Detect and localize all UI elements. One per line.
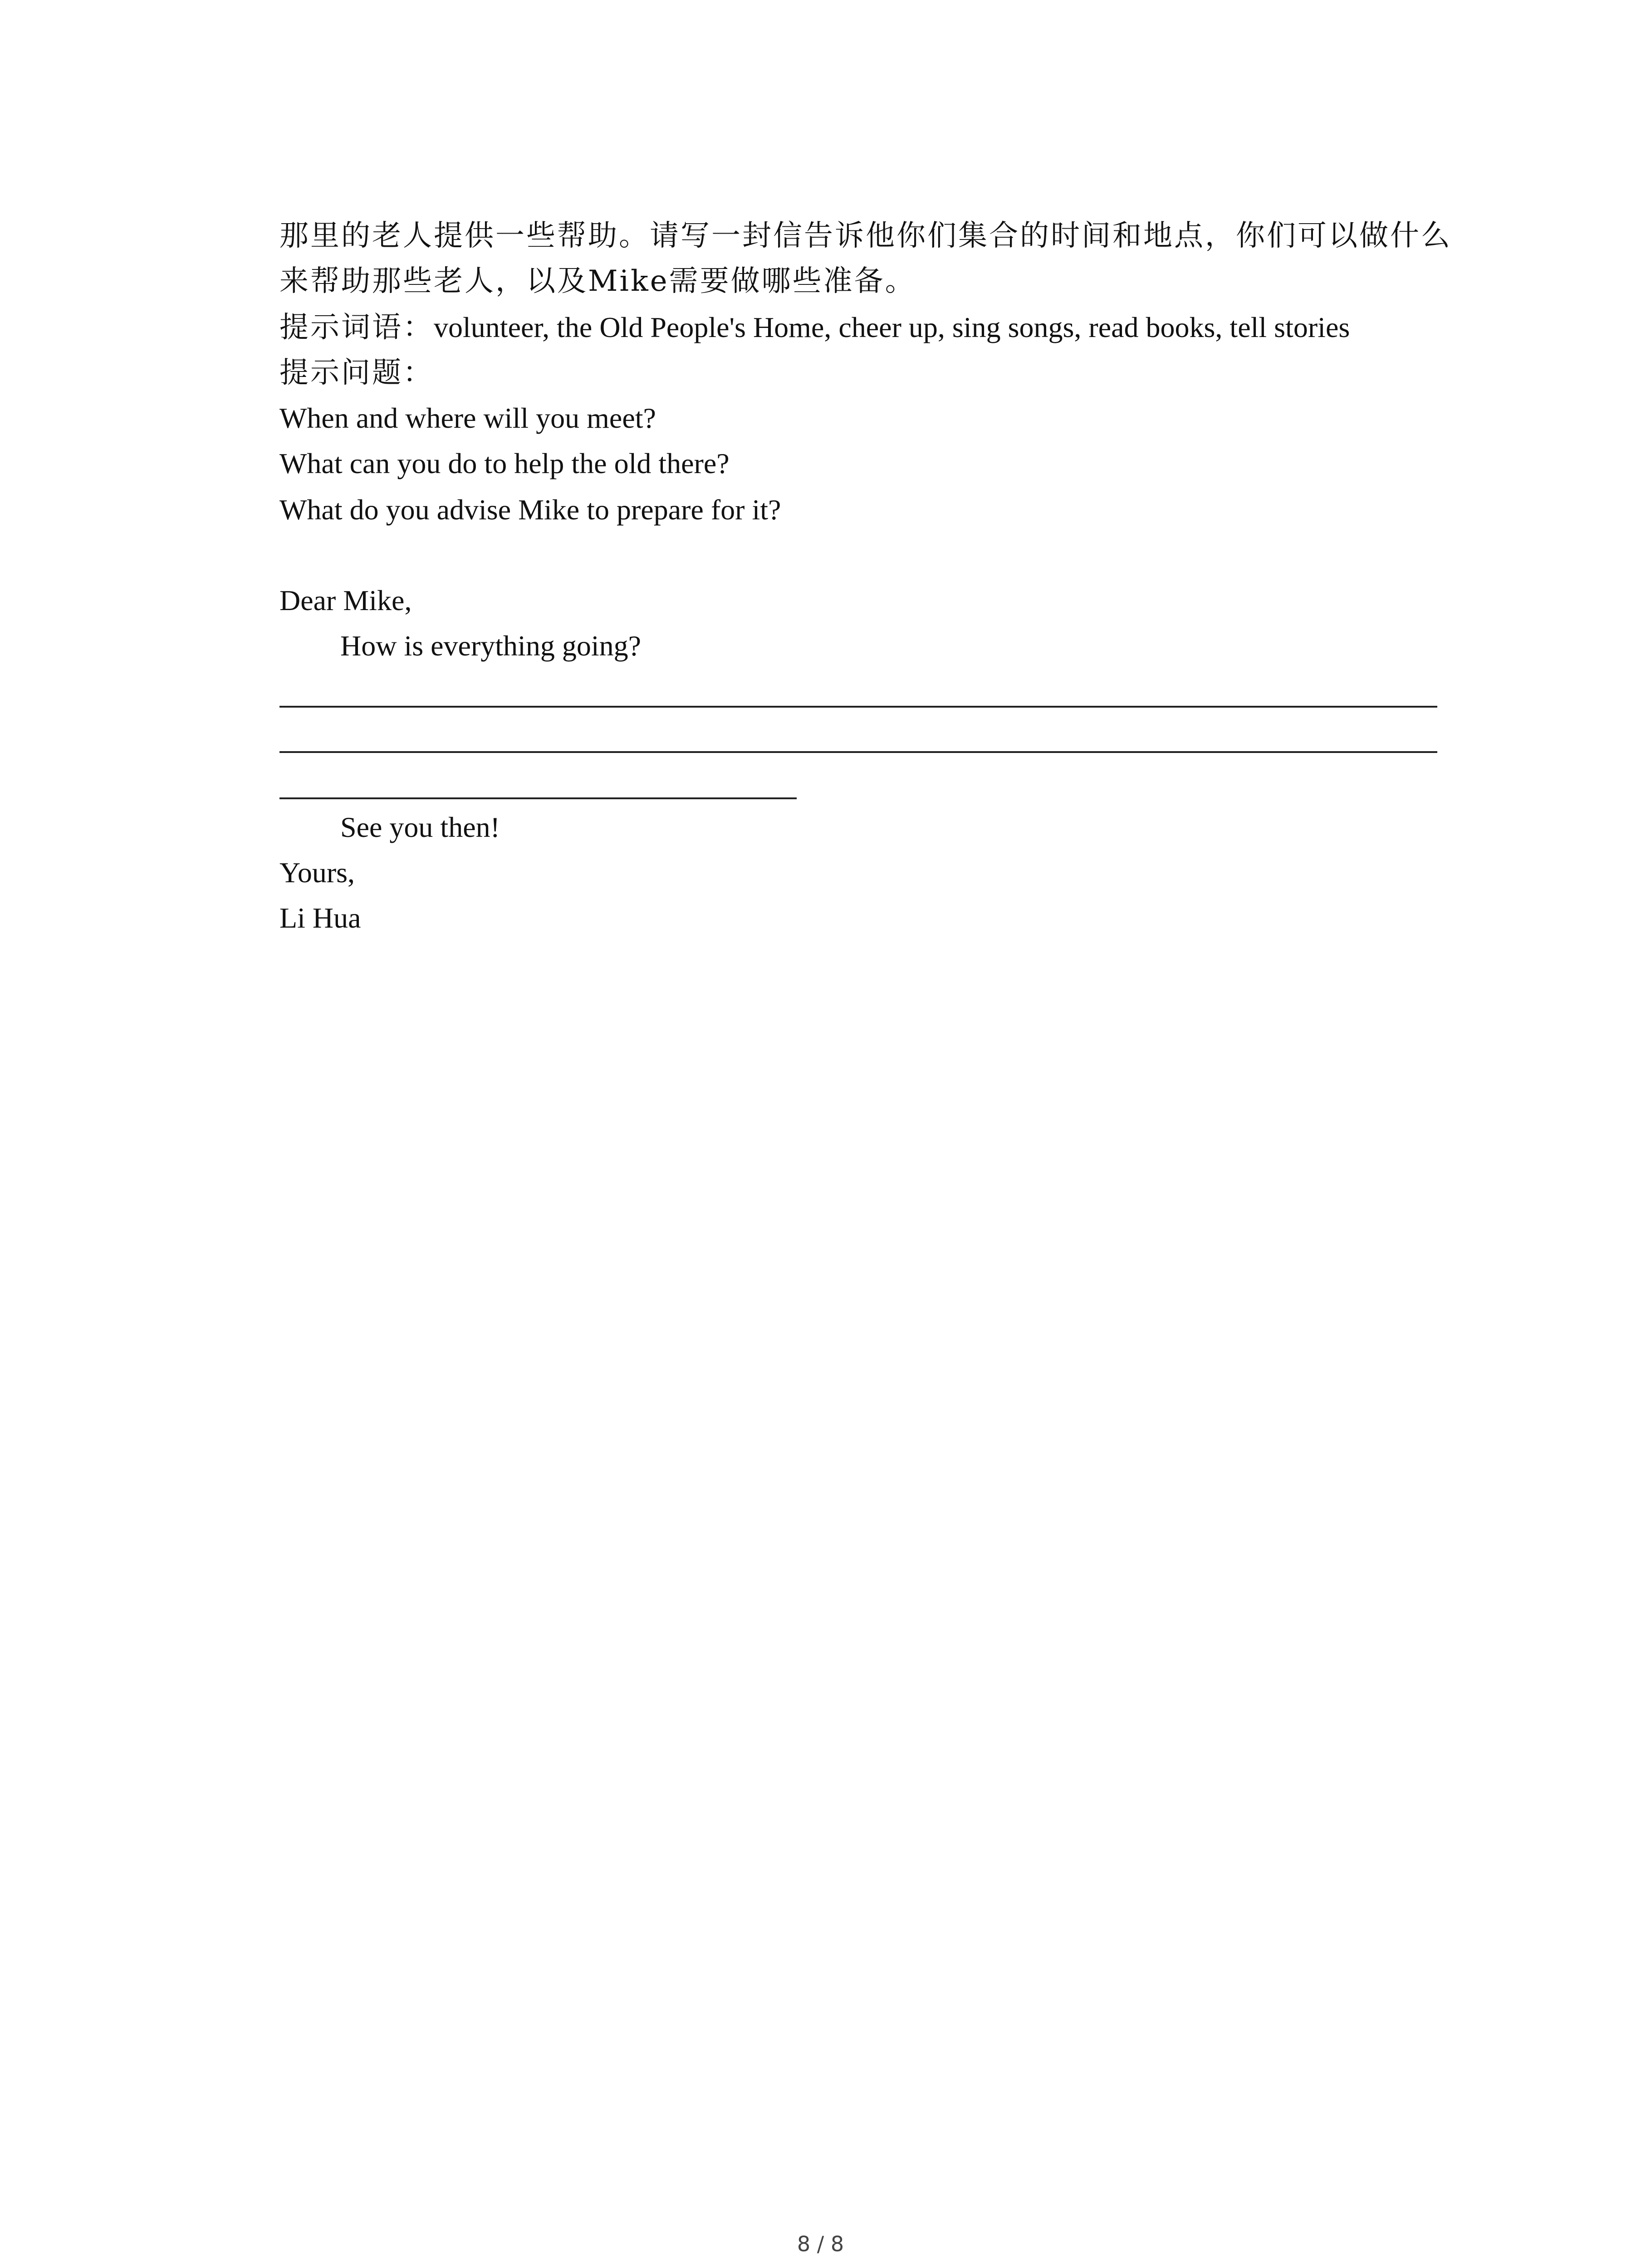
writing-blank-line-3[interactable] xyxy=(279,797,797,799)
letter-sign-off: Yours, xyxy=(279,856,355,889)
letter-signature: Li Hua xyxy=(279,902,361,934)
letter-closing: See you then! xyxy=(340,811,500,843)
hint-words-line xyxy=(279,309,1350,346)
prompt-line-1: 那里的老人提供一些帮助。请写一封信告诉他你们集合的时间和地点，你们可以做什么 xyxy=(279,219,1452,253)
prompt-line-2: 来帮助那些老人，以及Mike需要做哪些准备。 xyxy=(279,264,916,298)
question-2: What can you do to help the old there? xyxy=(279,447,730,479)
page-number: 8 / 8 xyxy=(797,2232,844,2256)
hint-questions-label: 提示问题： xyxy=(279,356,434,390)
question-3: What do you advise Mike to prepare for it? xyxy=(279,494,781,526)
letter-opening: How is everything going? xyxy=(340,630,641,662)
hint-words: volunteer, the Old People's Home, cheer up, sing songs, read books, tell stories xyxy=(434,311,1350,343)
hint-words-label: 提示词语： xyxy=(279,311,434,344)
writing-blank-line-1[interactable] xyxy=(279,706,1437,708)
letter-greeting: Dear Mike, xyxy=(279,584,412,616)
writing-blank-line-2[interactable] xyxy=(279,751,1437,753)
question-1: When and where will you meet? xyxy=(279,402,656,434)
